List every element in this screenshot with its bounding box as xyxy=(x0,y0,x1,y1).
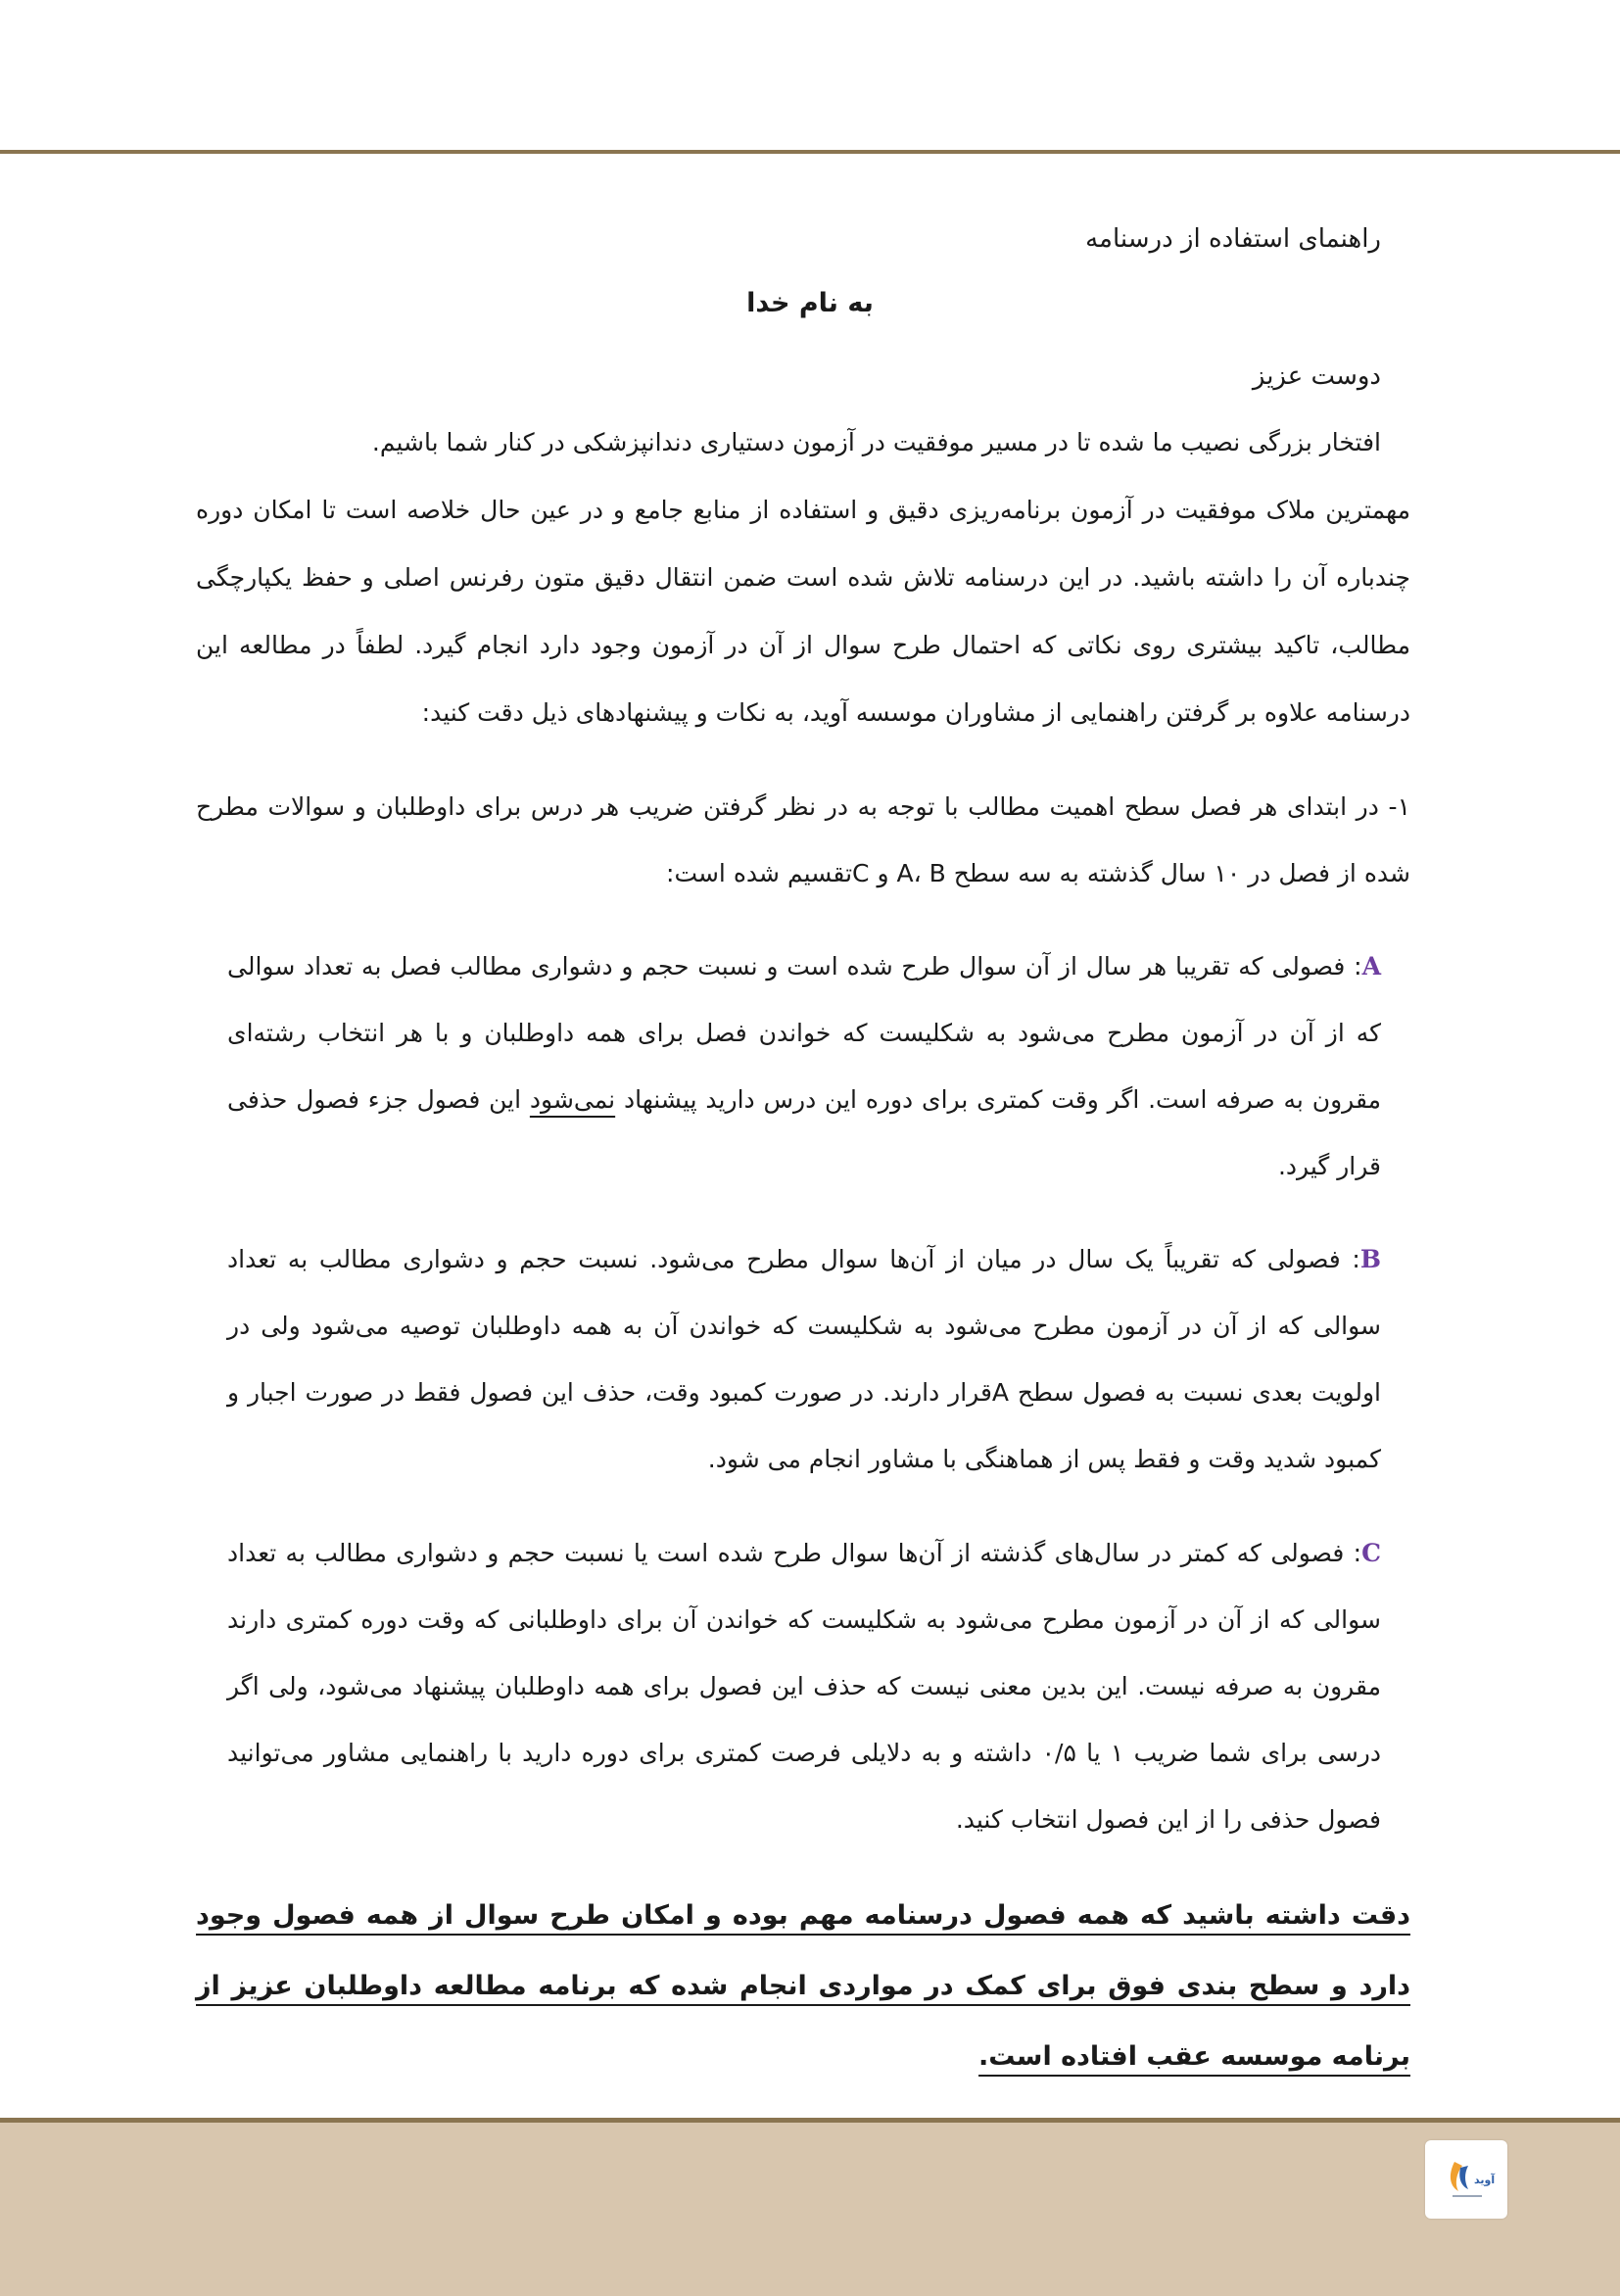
intro-line: افتخار بزرگی نصیب ما شده تا در مسیر موفقیت در آزمون دستیاری دندانپزشکی در کنار شما باشیم. xyxy=(371,428,1381,456)
level-b-letter: B xyxy=(1359,1245,1381,1273)
level-a-colon: : xyxy=(1354,952,1362,981)
level-a-paragraph xyxy=(227,933,1381,1200)
svg-text:آوید: آوید xyxy=(1474,2174,1496,2186)
intro-paragraph: مهمترین ملاک موفقیت در آزمون برنامه‌ریزی دقیق و استفاده از منابع جامع و در عین حال خلاصه است تا امکان دوره چندباره آن را داشته باشید. در این درسنامه تلاش شده است ضمن انتقال دقیق متون رفرنس اصلی و حفظ یکپارچگی مطالب، تاکید بیشتری روی نکاتی که احتمال طرح سوال از آن در آزمون وجود دارد انجام گیرد. لطفاً در مطالعه این درسنامه علاوه بر گرفتن راهنمایی از مشاوران موسسه آوید، به نکات و پیشنهادهای ذیل دقت کنید: xyxy=(196,496,1410,727)
level-c-text: فصولی که کمتر در سال‌های گذشته از آن‌ها سوال طرح شده است یا نسبت حجم و دشواری مطالب به تعداد سوالی که از آن در آزمون مطرح می‌شود به شکلیست که خواندن آن برای داوطلبانی که وقت دوره کمتری دارند مقرون به صرفه نیست. این بدین معنی نیست که حذف این فصول برای همه داوطلبان پیشنهاد می‌شود، ولی اگر درسی برای شما ضریب ۱ یا ۰/۵ داشته و به دلایلی فرصت کمتری برای دوره دارید با راهنمایی مشاور می‌توانید فصول حذفی را از این فصول انتخاب کنید. xyxy=(227,1539,1382,1834)
page-footer xyxy=(0,2118,1620,2296)
level-c-colon: : xyxy=(1353,1539,1362,1567)
item-1: ۱- در ابتدای هر فصل سطح اهمیت مطالب با توجه به در نظر گرفتن ضریب هر درس برای داوطلبان و سوالات مطرح شده از فصل در ۱۰ سال گذشته به سه سطح A، B و Cتقسیم شده است: xyxy=(196,792,1410,887)
level-a-letter: A xyxy=(1361,952,1381,981)
level-a-text-after: این فصول جزء فصول حذفی قرار گیرد. xyxy=(227,1085,1381,1180)
warning-note: دقت داشته باشید که همه فصول درسنامه مهم بوده و امکان طرح سوال از همه فصول وجود دارد و سطح بندی فوق برای کمک در مواردی انجام شده که برنامه مطالعه داوطلبان عزیز از برنامه موسسه عقب افتاده است. xyxy=(196,1900,1410,2072)
avid-logo-icon xyxy=(1425,2140,1507,2219)
level-c-letter: C xyxy=(1361,1539,1381,1567)
level-c-paragraph xyxy=(227,1520,1381,1853)
header-rule xyxy=(0,150,1620,154)
greeting: دوست عزیز xyxy=(1252,361,1381,391)
document-title: راهنمای استفاده از درسنامه xyxy=(1085,224,1381,254)
level-b-colon: : xyxy=(1352,1245,1360,1273)
level-b-paragraph xyxy=(227,1226,1381,1493)
bismillah-heading: به نام خدا xyxy=(746,288,874,318)
avid-logo xyxy=(1425,2140,1507,2219)
level-b-text: فصولی که تقریباً یک سال در میان از آن‌ها سوال مطرح می‌شود. نسبت حجم و دشواری مطالب به تعداد سوالی که از آن در آزمون مطرح می‌شود به شکلیست که خواندن آن به همه داوطلبان توصیه می‌شود ولی در اولویت بعدی نسبت به فصول سطح Aقرار دارند. در صورت کمبود وقت، حذف این فصول فقط در صورت اجبار و کمبود شدید وقت و فقط پس از هماهنگی با مشاور انجام می شود. xyxy=(227,1245,1382,1473)
level-a-text-before: فصولی که تقریبا هر سال از آن سوال طرح شده است و نسبت حجم و دشواری مطالب فصل به تعداد سوالی که از آن در آزمون مطرح می‌شود به شکلیست که خواندن فصل برای همه داوطلبان و با هر انتخاب رشته‌ای مقرون به صرفه است. اگر وقت کمتری برای دوره این درس دارید پیشنهاد xyxy=(227,952,1381,1114)
level-a-underlined: نمی‌شود xyxy=(529,1085,616,1114)
